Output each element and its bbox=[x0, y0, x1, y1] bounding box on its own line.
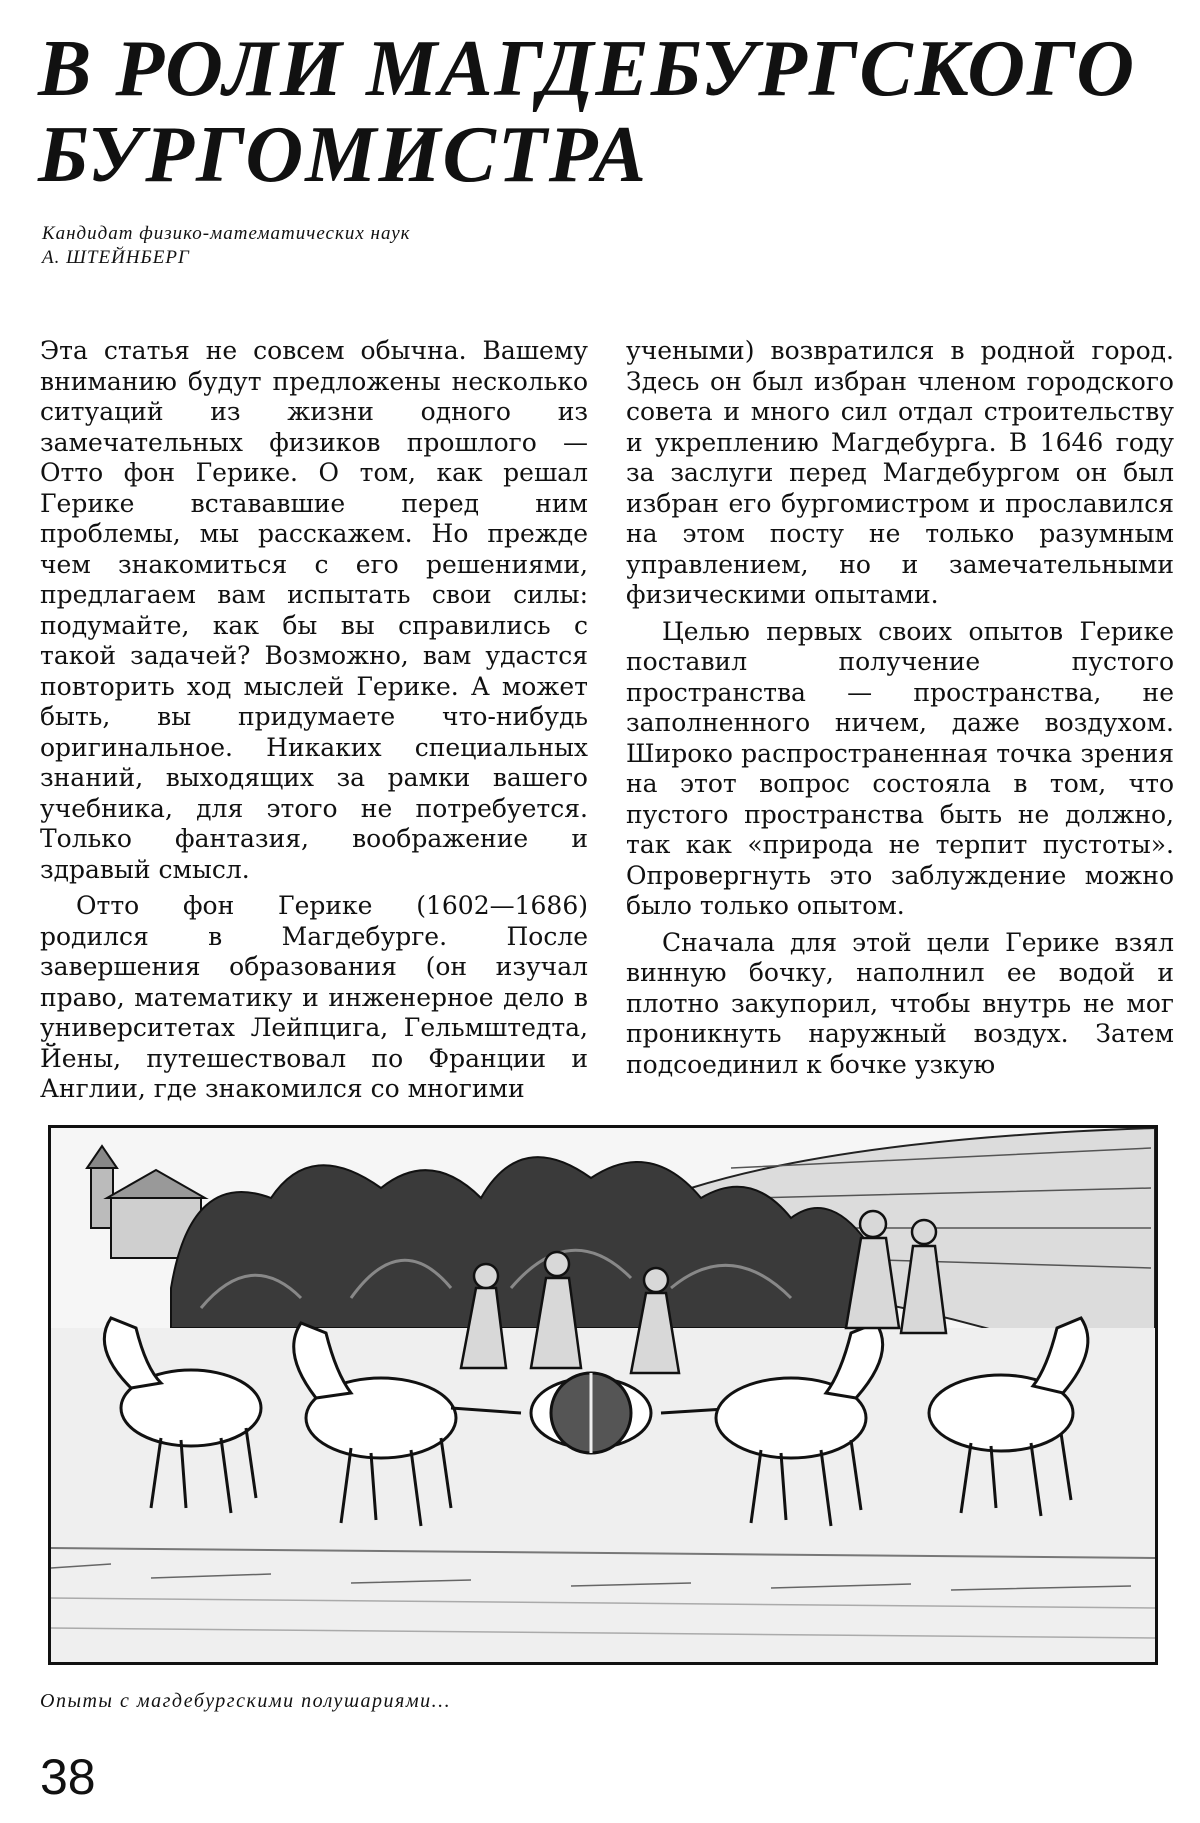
title-line-1: В РОЛИ МАГДЕБУРГСКОГО bbox=[38, 25, 1137, 113]
figure-caption: Опыты с магдебургскими полушариями... bbox=[40, 1690, 452, 1712]
paragraph: Отто фон Герике (1602—1686) родился в Магдебурге. После завершения образования (он изучал право, математику и инженерное дело в университетах Лейпцига, Гельмштедта, Йены, путешествовал по Франции и Англии, где знакомился со многими bbox=[40, 891, 588, 1103]
paragraph: Эта статья не совсем обычна. Вашему вниманию будут предложены несколько ситуаций из жизни одного из замечательных физиков прошлого — Отто фон Герике. О том, как решал Герике встававшие перед ним проблемы, мы расскажем. Но прежде чем знакомиться с его решениями, предлагаем вам испытать свои силы: подумайте, как бы вы справились с такой задачей? Возможно, вам удастся повторить ход мыслей Герике. А может быть, вы придумаете что-нибудь оригинальное. Никаких специальных знаний, выходящих за рамки вашего учебника, для этого не потребуется. Только фантазия, воображение и здравый смысл. bbox=[40, 336, 588, 884]
title-line-2: БУРГОМИСТРА bbox=[38, 111, 648, 199]
left-column bbox=[40, 336, 588, 1106]
author-degree: Кандидат физико-математических наук bbox=[42, 223, 411, 244]
engraving-illustration bbox=[48, 1125, 1158, 1665]
paragraph: Целью первых своих опытов Герике поставил получение пустого пространства — пространства, не заполненного ничем, даже воздухом. Широко распространенная точка зрения на этот вопрос состояла в том, что пустого пространства быть не должно, так как «природа не терпит пустоты». Опровергнуть это заблуждение можно было только опытом. bbox=[626, 616, 1174, 920]
paragraph: учеными) возвратился в родной город. Здесь он был избран членом городского совета и много сил отдал строительству и укреплению Магдебурга. В 1646 году за заслуги перед Магдебургом он был избран его бургомистром и прославился на этом посту не только разумным управлением, но и замечательными физическими опытами. bbox=[626, 336, 1174, 609]
page-number: 38 bbox=[40, 1749, 96, 1805]
engraving-magdeburg-hemispheres bbox=[51, 1128, 1155, 1662]
byline bbox=[42, 222, 411, 270]
paragraph: Сначала для этой цели Герике взял винную бочку, наполнил ее водой и плотно закупорил, чтобы внутрь не мог проникнуть наружный воздух. Затем подсоединил к бочке узкую bbox=[626, 927, 1174, 1079]
article-title bbox=[38, 26, 1158, 198]
author-name: А. ШТЕЙНБЕРГ bbox=[42, 247, 190, 268]
right-column bbox=[626, 336, 1174, 1106]
